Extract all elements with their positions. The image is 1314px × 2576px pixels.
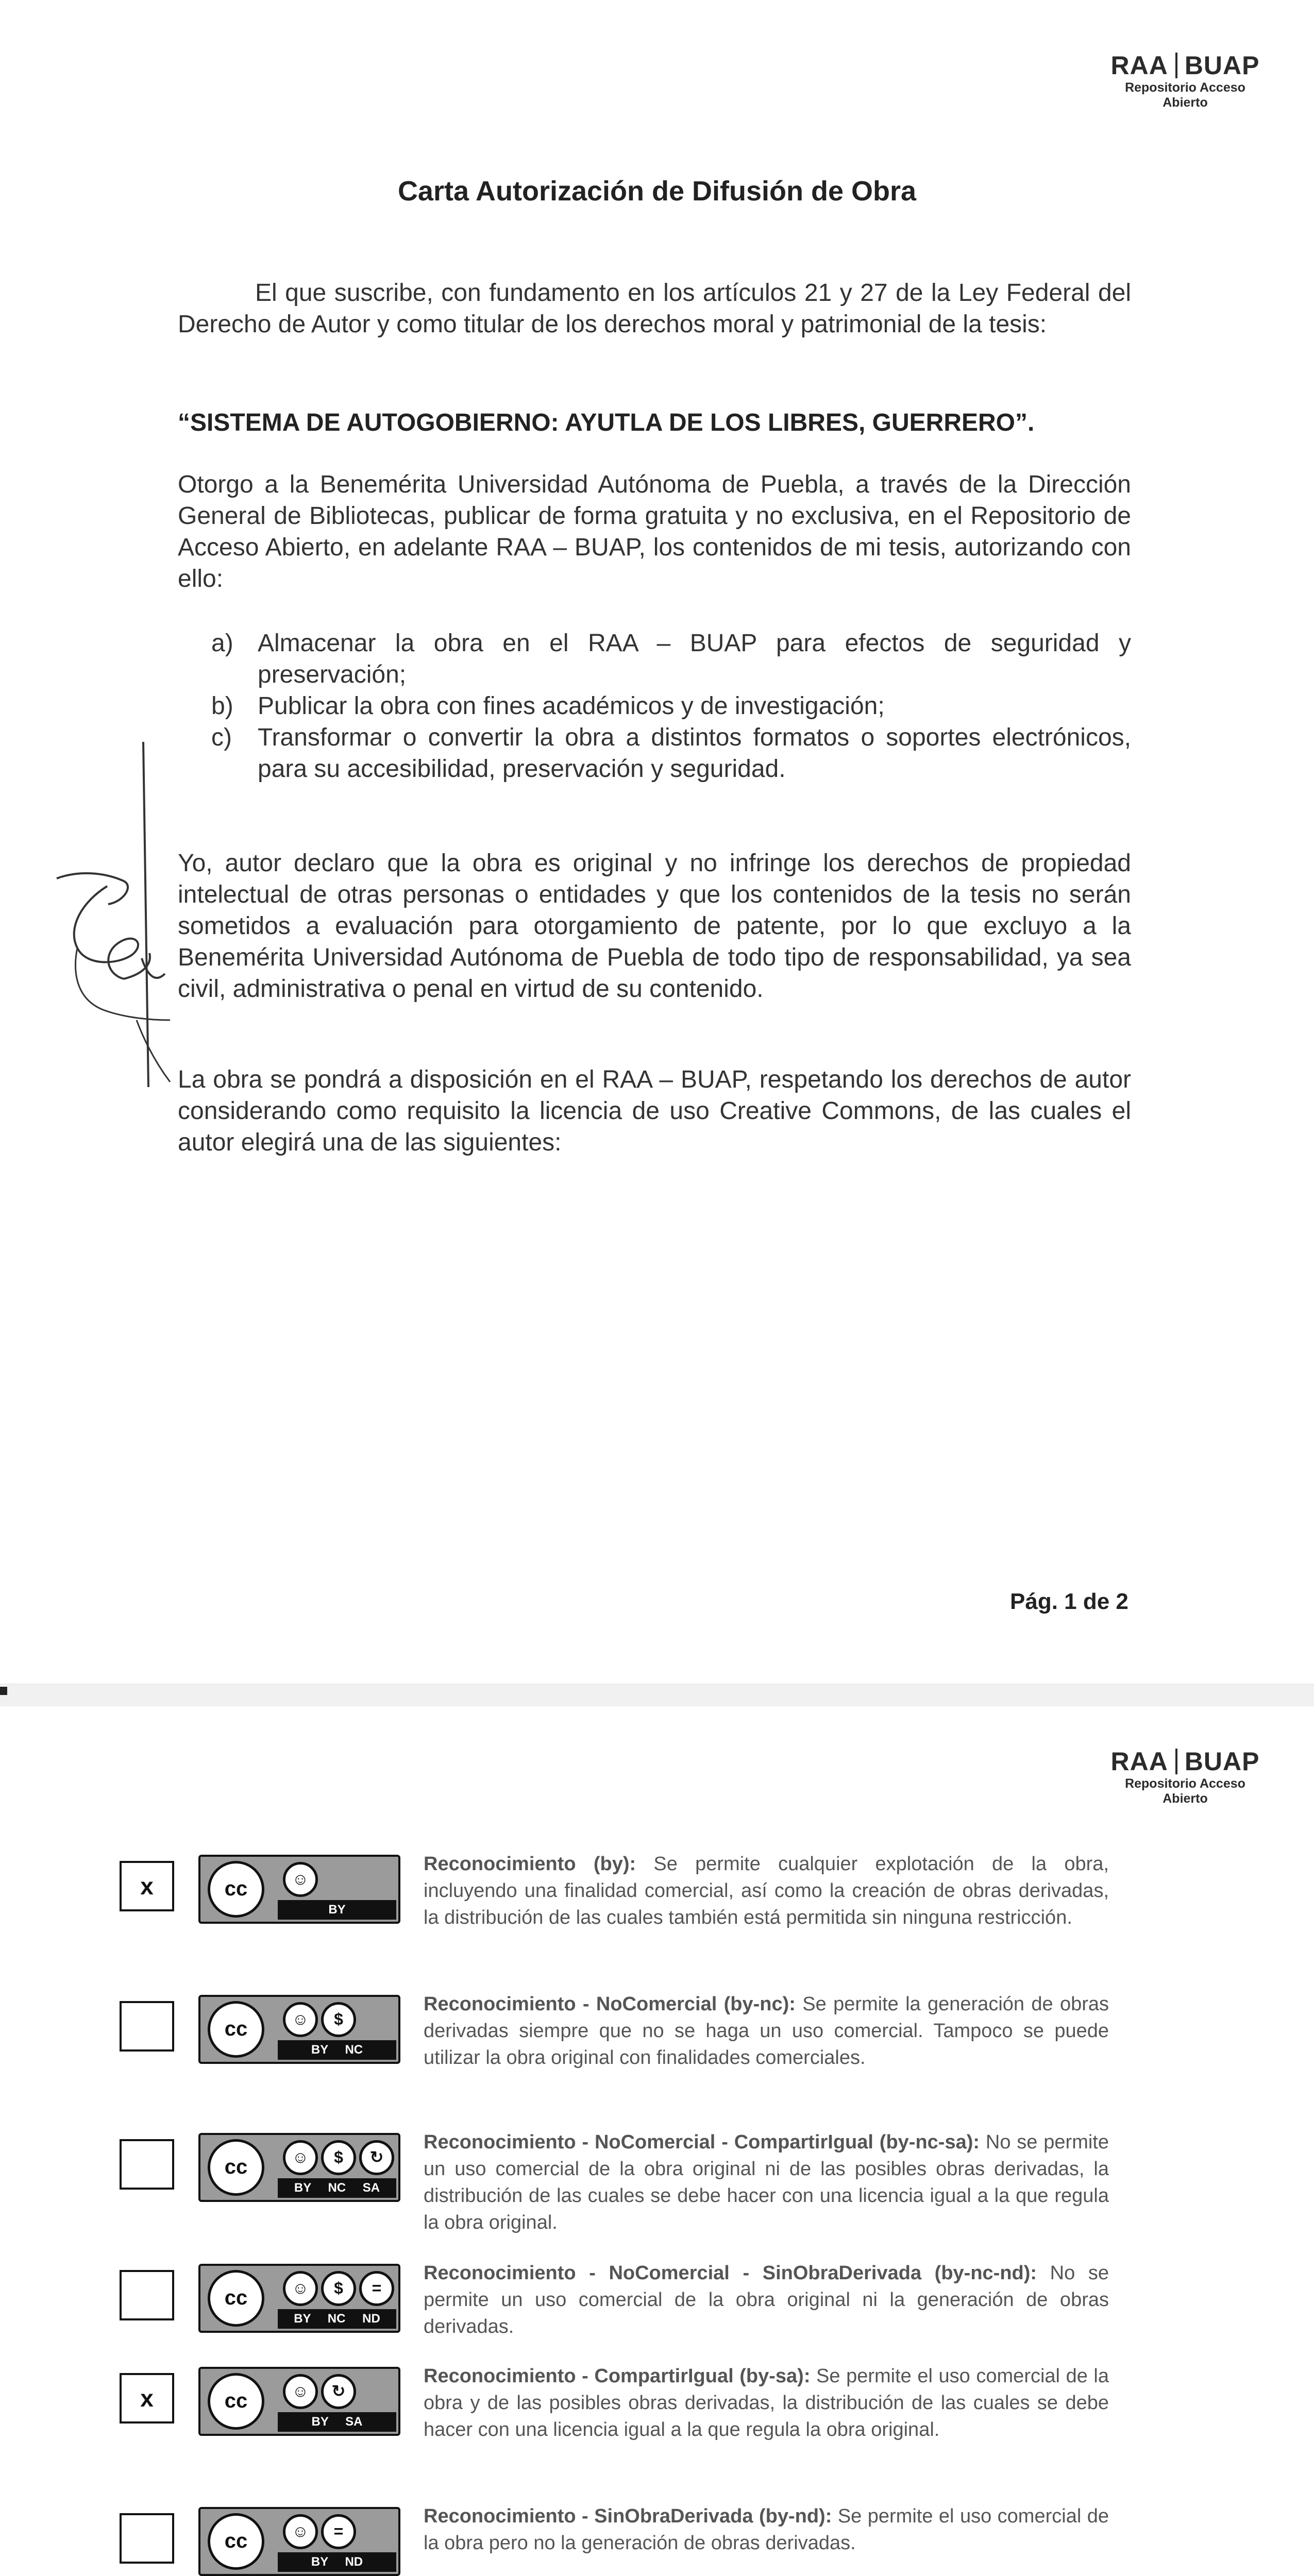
creative-commons-icon: cc (208, 2270, 264, 2327)
license-title: Reconocimiento (by): (424, 1853, 636, 1875)
item-text: Almacenar la obra en el RAA – BUAP para efectos de seguridad y preservación; (258, 630, 1131, 688)
logo-raa: RAA (1110, 51, 1168, 80)
license-text: Se permite el uso comercial de la obra pero no la generación de obras derivadas. (424, 2505, 1109, 2554)
person-icon: ☺ (283, 1862, 318, 1897)
creative-commons-icon: cc (208, 1861, 264, 1918)
cc-license-badge (198, 1855, 400, 1924)
creative-commons-icon: cc (208, 2373, 264, 2430)
margin-signature (46, 732, 191, 1092)
license-description (424, 1851, 1109, 1931)
license-description (424, 2503, 1109, 2556)
thesis-title: “SISTEMA DE AUTOGOBIERNO: AYUTLA DE LOS LIBRES, GUERRERO”. (178, 409, 1035, 436)
declaration-paragraph: Yo, autor declaro que la obra es original y no infringe los derechos de propiedad intelectual de otras personas o entidades y que los contenidos de la tesis no serán sometidos a evaluación para otorgamiento de patente, por lo que excluyo a la Benemérita Universidad Autónoma de Puebla de todo tipo de responsabilidad, ya sea civil, administrativa o penal en virtud de su contenido. (178, 850, 1131, 1003)
license-codes: BY NC SA (294, 2181, 380, 2195)
logo-buap: BUAP (1184, 1747, 1260, 1776)
cc-license-badge (198, 2264, 400, 2333)
person-icon: ☺ (283, 2002, 318, 2037)
page-number: Pág. 1 de 2 (1010, 1589, 1128, 1614)
item-marker: c) (211, 724, 232, 751)
authorization-item-c (211, 722, 1131, 785)
logo-raa: RAA (1110, 1747, 1168, 1776)
license-title: Reconocimiento - NoComercial - CompartirIgual (by-nc-sa): (424, 2131, 980, 2153)
item-text: Transformar o convertir la obra a distintos formatos o soportes electrónicos, para su accesibilidad, preservación y seguridad. (258, 724, 1131, 783)
scan-mark (0, 1687, 7, 1695)
grant-paragraph: Otorgo a la Benemérita Universidad Autónoma de Puebla, a través de la Dirección General de Bibliotecas, publicar de forma gratuita y no exclusiva, en el Repositorio de Acceso Abierto, en adelante RAA – BUAP, los contenidos de mi tesis, autorizando con ello: (178, 471, 1131, 592)
cc-license-badge (198, 2133, 400, 2202)
cc-license-badge (198, 2507, 400, 2576)
license-checkbox[interactable]: x (120, 1861, 174, 1911)
license-title: Reconocimiento - NoComercial - SinObraDerivada (by-nc-nd): (424, 2262, 1037, 2284)
license-title: Reconocimiento - NoComercial (by-nc): (424, 1993, 796, 2015)
license-checkbox[interactable] (120, 2513, 174, 2564)
logo-subtitle-1: Repositorio Acceso (1125, 1776, 1245, 1791)
nc-icon: $ (321, 2002, 356, 2037)
license-description (424, 2129, 1109, 2236)
license-codes: BY NC (311, 2043, 363, 2057)
license-text: Se permite la generación de obras derivadas siempre que no se haga un uso comercial. Tampoco se puede utilizar la obra original con finalidades comerciales. (424, 1993, 1109, 2069)
nc-icon: $ (321, 2140, 356, 2175)
logo-subtitle-2: Abierto (1163, 1791, 1208, 1806)
cc-license-badge (198, 1995, 400, 2064)
sa-icon: ↻ (321, 2374, 356, 2409)
cc-license-badge (198, 2367, 400, 2436)
license-description (424, 1991, 1109, 2071)
page-2 (0, 1706, 1314, 2576)
item-marker: a) (211, 630, 233, 657)
person-icon: ☺ (283, 2374, 318, 2409)
creative-commons-icon: cc (208, 2139, 264, 2196)
license-text: No se permite un uso comercial de la obra original ni la generación de obras derivadas. (424, 2262, 1109, 2337)
license-checkbox[interactable]: x (120, 2373, 174, 2424)
license-text: Se permite el uso comercial de la obra y de las posibles obras derivadas, la distribución de las cuales se debe hacer con una licencia igual a la que regula la obra original. (424, 2365, 1109, 2441)
sa-icon: ↻ (359, 2140, 394, 2175)
nd-icon: = (359, 2271, 394, 2306)
logo-subtitle-2: Abierto (1163, 95, 1208, 110)
authorization-item-a (211, 628, 1131, 690)
license-codes: BY ND (311, 2555, 363, 2569)
license-description (424, 2363, 1109, 2443)
raa-buap-logo (1098, 50, 1273, 110)
license-text: No se permite un uso comercial de la obra original ni de las posibles obras derivadas, la distribución de las cuales se debe hacer con una licencia igual a la que regula la obra original. (424, 2131, 1109, 2233)
intro-paragraph: El que suscribe, con fundamento en los artículos 21 y 27 de la Ley Federal del Derecho de Autor y como titular de los derechos moral y patrimonial de la tesis: (178, 279, 1131, 338)
license-checkbox[interactable] (120, 2001, 174, 2052)
logo-buap: BUAP (1184, 51, 1260, 80)
authorization-item-b (211, 690, 1131, 722)
license-text: Se permite cualquier explotación de la obra, incluyendo una finalidad comercial, así como la creación de obras derivadas, la distribución de las cuales también está permitida sin ninguna restricción. (424, 1853, 1109, 1928)
creative-commons-icon: cc (208, 2513, 264, 2570)
license-title: Reconocimiento - SinObraDerivada (by-nd): (424, 2505, 832, 2527)
license-codes: BY SA (311, 2415, 363, 2429)
item-text: Publicar la obra con fines académicos y de investigación; (258, 692, 885, 720)
license-codes: BY NC ND (294, 2312, 380, 2326)
item-marker: b) (211, 692, 233, 720)
license-checkbox[interactable] (120, 2270, 174, 2320)
creative-commons-icon: cc (208, 2001, 264, 2058)
nd-icon: = (321, 2514, 356, 2549)
license-codes: BY (328, 1903, 346, 1917)
license-checkbox[interactable] (120, 2139, 174, 2190)
license-description (424, 2260, 1109, 2340)
license-title: Reconocimiento - CompartirIgual (by-sa): (424, 2365, 811, 2387)
availability-paragraph: La obra se pondrá a disposición en el RAA – BUAP, respetando los derechos de autor considerando como requisito la licencia de uso Creative Commons, de las cuales el autor elegirá una de las siguientes: (178, 1066, 1131, 1156)
page-separator (0, 1684, 1314, 1707)
person-icon: ☺ (283, 2514, 318, 2549)
logo-subtitle-1: Repositorio Acceso (1125, 80, 1245, 95)
raa-buap-logo (1098, 1747, 1273, 1806)
person-icon: ☺ (283, 2271, 318, 2306)
document-title: Carta Autorización de Difusión de Obra (397, 176, 917, 207)
nc-icon: $ (321, 2271, 356, 2306)
person-icon: ☺ (283, 2140, 318, 2175)
